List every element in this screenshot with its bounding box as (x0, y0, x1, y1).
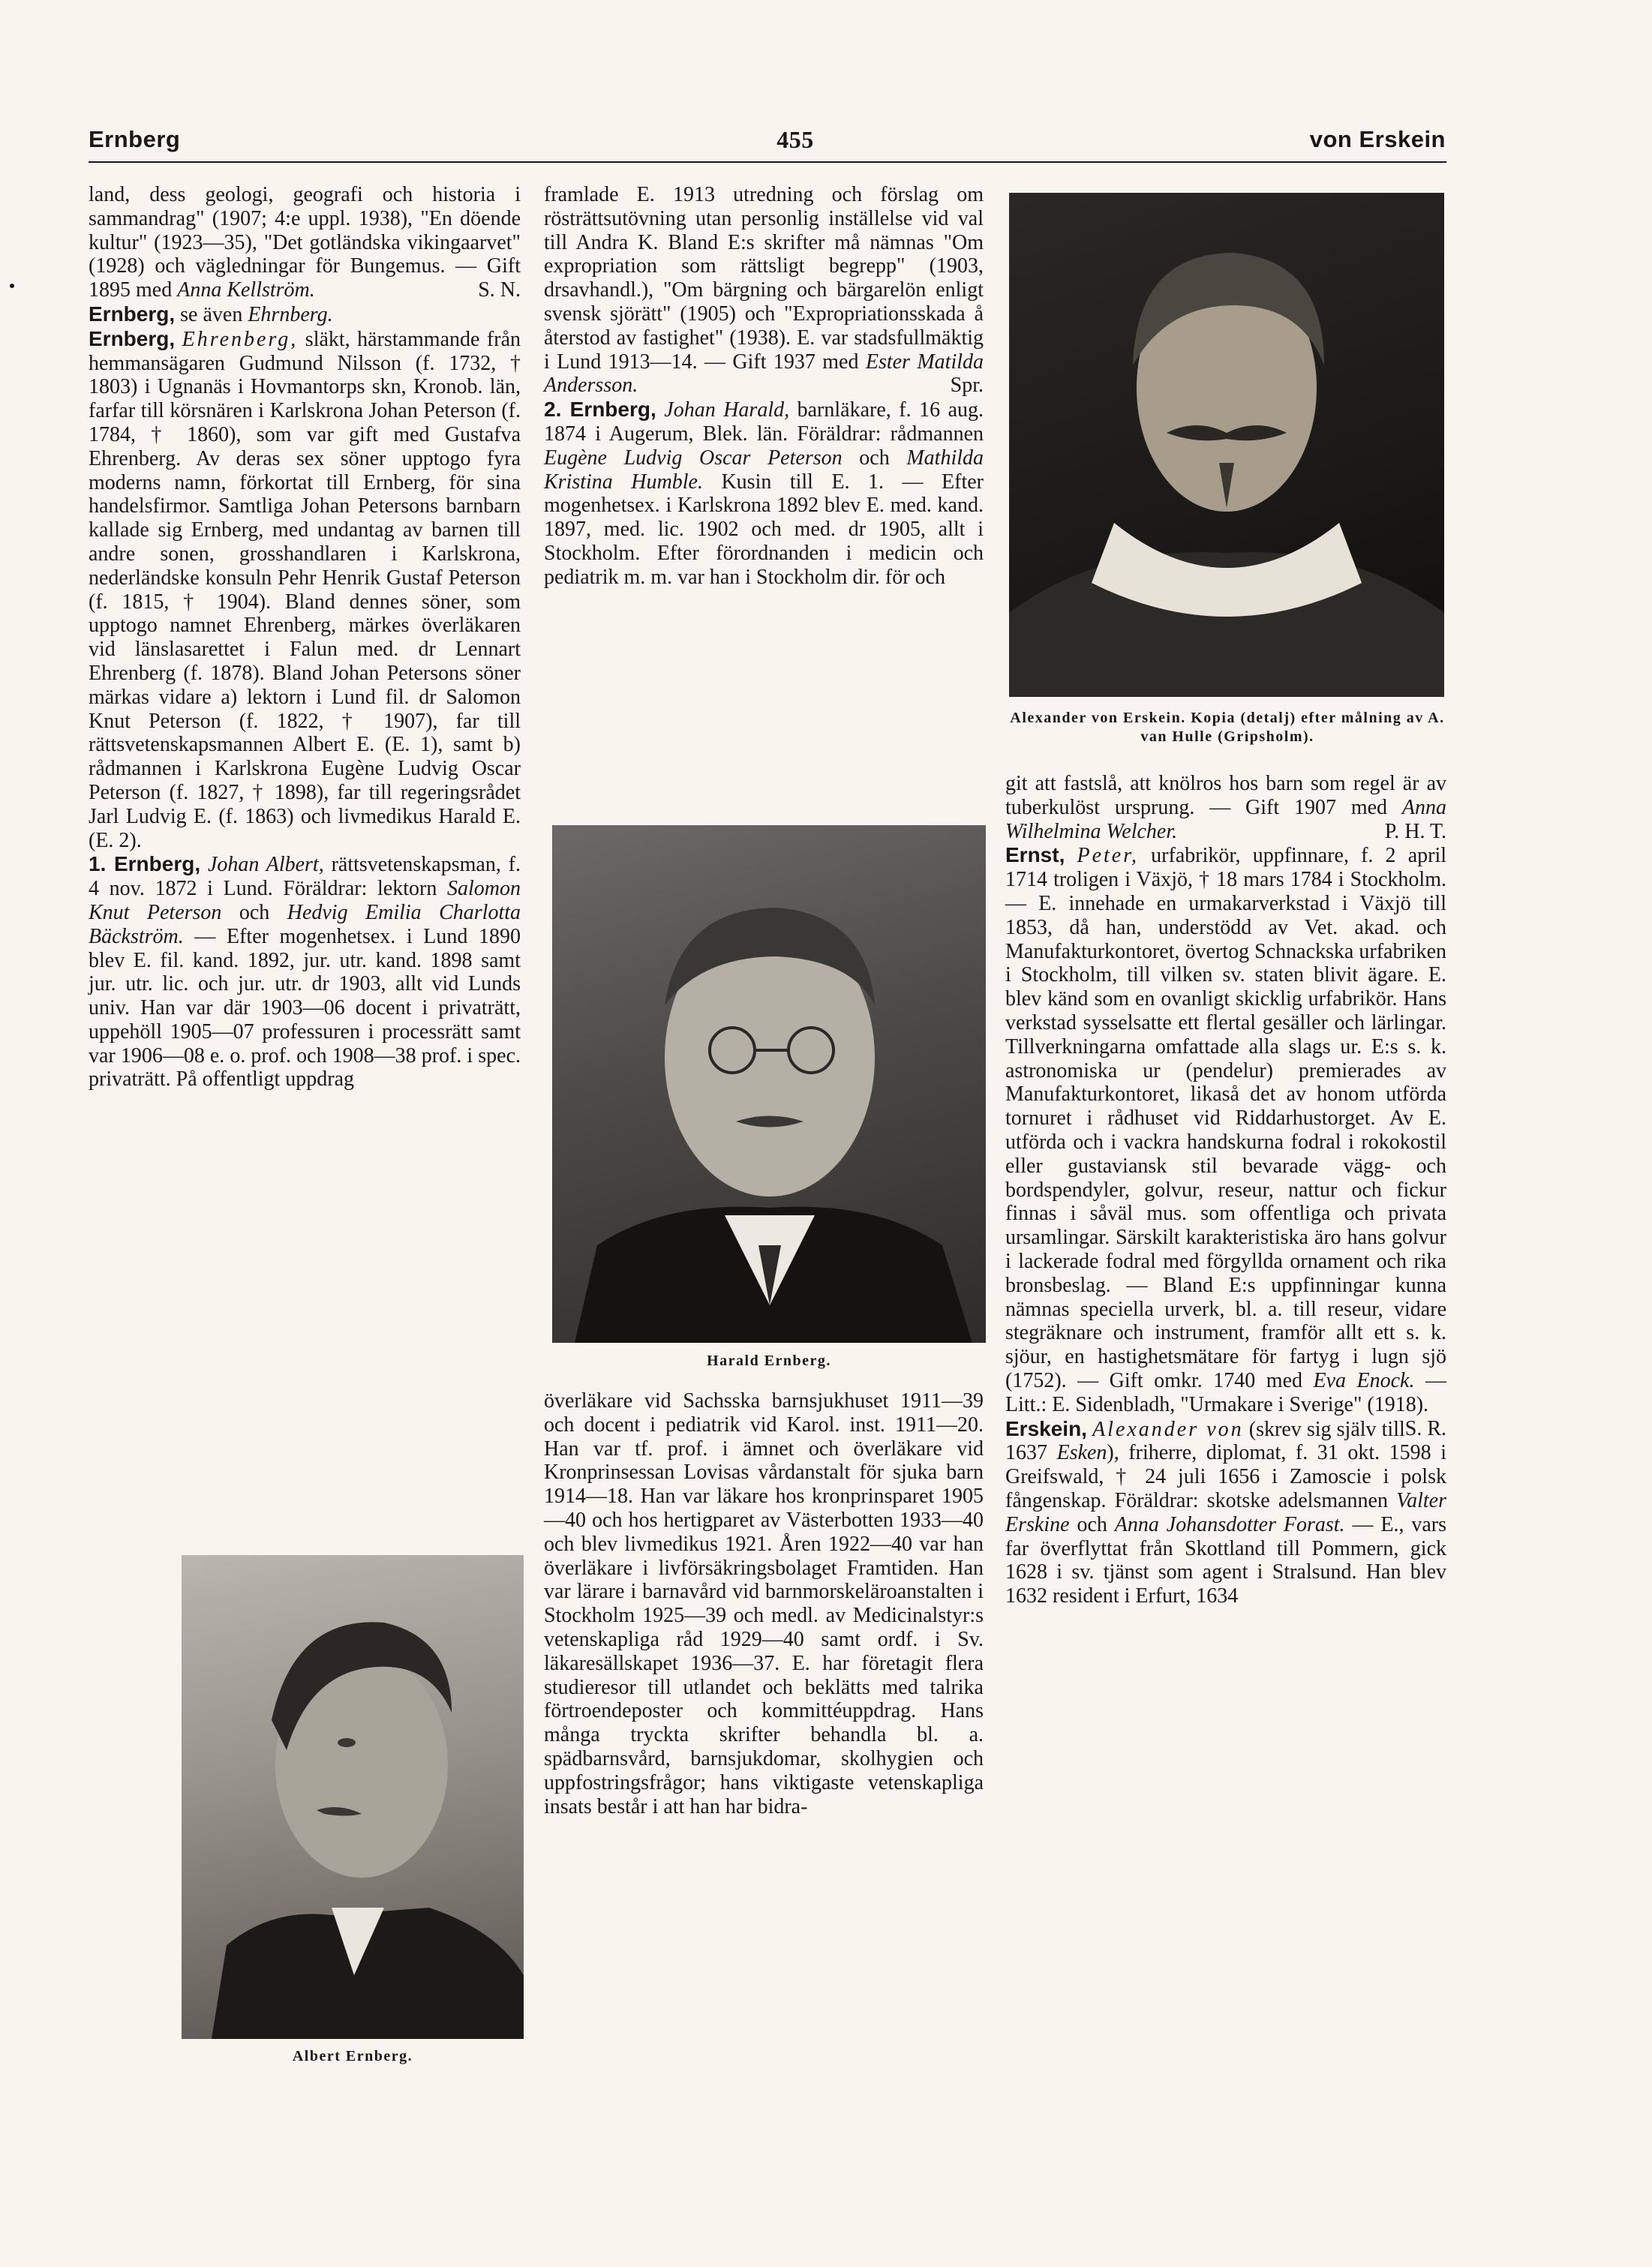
paragraph (1005, 772, 1446, 843)
text: urfabrikör, uppfinnare, f. 2 april 1714 troligen i Växjö, † 18 mars 1784 i Stockholm. — E. innehade en urmakarverkstad i Växjö till 1853, då han, understödd av Vet. akad. och Manufakturkontoret, övertog Schnackska urfabriken i Stockholm, till vilken sv. staten blivit ägare. E. blev känd som en ovanligt skicklig urfabrikör. Hans verkstad sysselsatte ett flertal gesäller och lärlingar. Tillverkningarna omfattade alla slags ur. E:s s. k. astronomiska ur (pendelur) premierades av Manufakturkontoret, likaså det av honom utförda tornuret i rådhuset vid Riddarhustorget. Av E. utförda och i vackra handskurna fodral i rokokostil eller gustaviansk stil bevarade vägg- och bordspendyler, golvur, reseur, nattur och fickur finnas i såväl mus. som offentliga och privata ursamlingar. Särskilt karakteristiska äro hans golvur i lackerade fodral med förgyllda ornament och rika bronsbeslag. — Bland E:s uppfinningar kunna nämnas speciella urverk, bl. a. till reseur, vidare stegräknare och instrument, framför allt ett s. k. sjöur, en hastighetsmätare för fartyg i lugn sjö (1752). — Gift omkr. 1740 med (1005, 844, 1447, 1392)
entry-name: Peter, (1077, 844, 1140, 868)
alt-name: Esken (1056, 1441, 1107, 1465)
text: ), friherre, diplomat, f. 31 okt. 1598 i Greifswald, † 24 juli 1656 i Zamoscie i polsk fångenskap. Föräldrar: skotske adelsmannen (1005, 1441, 1447, 1512)
spouse-name: Eva Enock. (1313, 1368, 1415, 1392)
text: (skrev sig själv till 1637 (1005, 1417, 1405, 1465)
parent-name: Hedvig Emilia Charlotta Bäckström. (89, 900, 521, 948)
page-number: 455 (776, 126, 814, 153)
paragraph (89, 302, 521, 327)
cross-reference: Ehrnberg. (248, 302, 333, 326)
column-3 (1005, 772, 1446, 1608)
entry-name: Johan Harald, (664, 398, 790, 422)
header-rule (89, 161, 1446, 163)
caption-harald: Harald Ernberg. (707, 1353, 831, 1369)
headword: Ernberg, (89, 326, 176, 350)
literature: — Litt.: E. Sidenbladh, "Urmakare i Sverige" (1918). (1005, 1368, 1446, 1416)
headword: 1. Ernberg, (89, 852, 201, 876)
entry-name: Ehrenberg, (182, 327, 299, 351)
portrait-albert-ernberg (182, 1555, 524, 2039)
parent-name: Valter Erskine (1005, 1488, 1446, 1536)
caption-albert: Albert Ernberg. (292, 2048, 413, 2064)
headword: Erskein, (1005, 1416, 1087, 1440)
spouse-name: Anna Kellström. (177, 278, 315, 302)
paragraph (89, 852, 521, 1091)
headword: 2. Ernberg, (544, 398, 656, 422)
text: Kusin till E. 1. — Efter mogenhetsex. i Karlskrona 1892 blev E. med. kand. 1897, med. lic. 1902 och med. dr 1905, allt i Stockholm. Efter förordnanden i medicin och pediatrik m. m. var han i Stockholm dir. för och (544, 470, 984, 589)
entry-name: Johan Albert, (207, 853, 324, 877)
caption-erskein: Alexander von Erskein. Kopia (detalj) efter målning av A. van Hulle (Gripsholm). (1010, 710, 1445, 745)
text: och (859, 446, 890, 470)
running-head-left: Ernberg (89, 126, 181, 152)
text: och (1077, 1512, 1107, 1536)
spouse-name: Ester Matilda Andersson. (544, 350, 984, 398)
parent-name: Mathilda Kristina Humble. (544, 446, 984, 494)
running-head-right: von Erskein (1309, 126, 1446, 152)
column-2-top (544, 183, 984, 590)
column-2-bottom (544, 1389, 984, 1818)
parent-name: Eugène Ludvig Oscar Peterson (544, 446, 843, 470)
text: git att fastslå, att knölros hos barn som regel är av tuberkulöst ursprung. — Gift 1907 med (1005, 772, 1446, 819)
text: barnläkare, f. 16 aug. 1874 i Augerum, Blek. län. Föräldrar: rådmannen (544, 398, 984, 446)
paragraph (89, 327, 521, 853)
portrait-harald-ernberg (552, 825, 986, 1343)
paragraph (1005, 1417, 1446, 1608)
headword: Ernst, (1005, 843, 1065, 867)
headword: Ernberg, (89, 302, 176, 326)
spouse-name: Anna Wilhelmina Welcher. (1005, 795, 1447, 843)
signature: S. N. (478, 278, 521, 302)
text: — E., vars far överflyttat från Skottland till Pommern, gick 1628 i sv. tjänst som agent i Stralsund. Han blev 1632 resident i Erfurt, 1634 (1005, 1512, 1447, 1608)
text: släkt, härstammande från hemmansägaren Gudmund Nilsson (f. 1732, † 1803) i Ugnanäs i Hovmantorps skn, Kronob. län, farfar till körsnären i Karlskrona Johan Peterson (f. 1784, † 1860), som var gift med Gustafva Ehrenberg. Av deras sex söner upptogo fyra moderns namn, förkortat till Ernberg, för sina handelsfirmor. Samtliga Johan Petersons barnbarn kallade sig Ernberg, med undantag av barnen till andre sonen, grosshandlaren i Karlskrona, nederländske konsuln Pehr Henrik Gustaf Peterson (f. 1815, † 1904). Bland dennes söner, som upptogo namnet Ehrenberg, märkes överläkaren vid länslasarettet i Falun med. dr Lennart Ehrenberg (f. 1878). Bland Johan Petersons söner märkas vidare a) lektorn i Lund fil. dr Salomon Knut Peterson (f. 1822, † 1907), far till rättsvetenskapsmannen Albert E. (E. 1), samt b) rådmannen i Karlskrona Eugène Ludvig Oscar Peterson (f. 1827, † 1898), far till regeringsrådet Jarl Ludvig E. (f. 1863) och livmedikus Harald E. (E. 2). (89, 327, 521, 852)
signature: P. H. T. (1384, 819, 1446, 843)
text: och (239, 900, 270, 924)
portrait-alexander-von-erskein (1009, 193, 1444, 697)
text: framlade E. 1913 utredning och förslag om rösträttsutövning utan personlig inställelse vid val till Andra K. Bland E:s skrifter må nämnas "Om expropriation som rättsligt begrepp" (1903, drsavhandl.), "Om bärgning och bärgarelön enligt svensk sjörätt" (1905) och "Expropriationsskada å återstod av fastighet" (1938). E. var stadsfullmäktig i Lund 1913—14. — Gift 1937 med (544, 183, 984, 374)
margin-dot (10, 284, 14, 288)
parent-name: Salomon Knut Peterson (89, 877, 521, 924)
paragraph (89, 183, 521, 302)
signature: S. R. (1404, 1416, 1446, 1440)
column-1 (89, 183, 521, 1091)
paragraph (544, 398, 984, 589)
paragraph (544, 1389, 984, 1818)
entry-name: Alexander von (1092, 1417, 1244, 1441)
text: se även (180, 302, 243, 326)
text: — Efter mogenhetsex. i Lund 1890 blev E. fil. kand. 1892, jur. utr. kand. 1898 samt jur. utr. lic. och jur. utr. dr 1903, allt vid Lunds univ. Han var där 1903—06 docent i privaträtt, uppehöll 1905—07 professuren i processrätt samt var 1906—08 e. o. prof. och 1908—38 prof. i spec. privaträtt. På offentligt uppdrag (89, 924, 521, 1091)
paragraph (544, 183, 984, 398)
text: land, dess geologi, geografi och historia i sammandrag" (1907; 4:e uppl. 1938), "En döende kultur" (1923—35), "Det gotländska vikingaarvet" (1928) och vägledningar för Bungemus. — Gift 1895 med (89, 183, 521, 302)
parent-name: Anna Johansdotter Forast. (1114, 1512, 1345, 1536)
text: överläkare vid Sachsska barnsjukhuset 1911—39 och docent i pediatrik vid Karol. inst. 1911—20. Han var tf. prof. i ämnet och överläkare vid Kronprinsessan Lovisas vårdanstalt för sjuka barn 1914—18. Han var läkare hos kronprinsparet 1905—40 och hos hertigparet av Västerbotten 1933—40 och blev livmedikus 1921. Åren 1922—40 var han överläkare i livförsäkringsbolaget Framtiden. Han var lärare i barnavård vid barnmorskeläroanstalten i Stockholm 1925—39 och medl. av Medicinalstyr:s vetenskapliga råd 1929—40 samt ordf. i Sv. läkaresällskapet 1936—37. E. har företagit flera studieresor till utlandet och beklätts med talrika förtroendeposter och kommittéuppdrag. Hans många tryckta skrifter behandla bl. a. spädbarnsvård, barnsjukdomar, skolhygien och uppfostringsfrågor; hans viktigaste vetenskapliga insats består i att han har bidra- (544, 1389, 984, 1818)
signature: Spr. (950, 374, 984, 398)
text: rättsvetenskapsman, f. 4 nov. 1872 i Lund. Föräldrar: lektorn (89, 853, 521, 901)
